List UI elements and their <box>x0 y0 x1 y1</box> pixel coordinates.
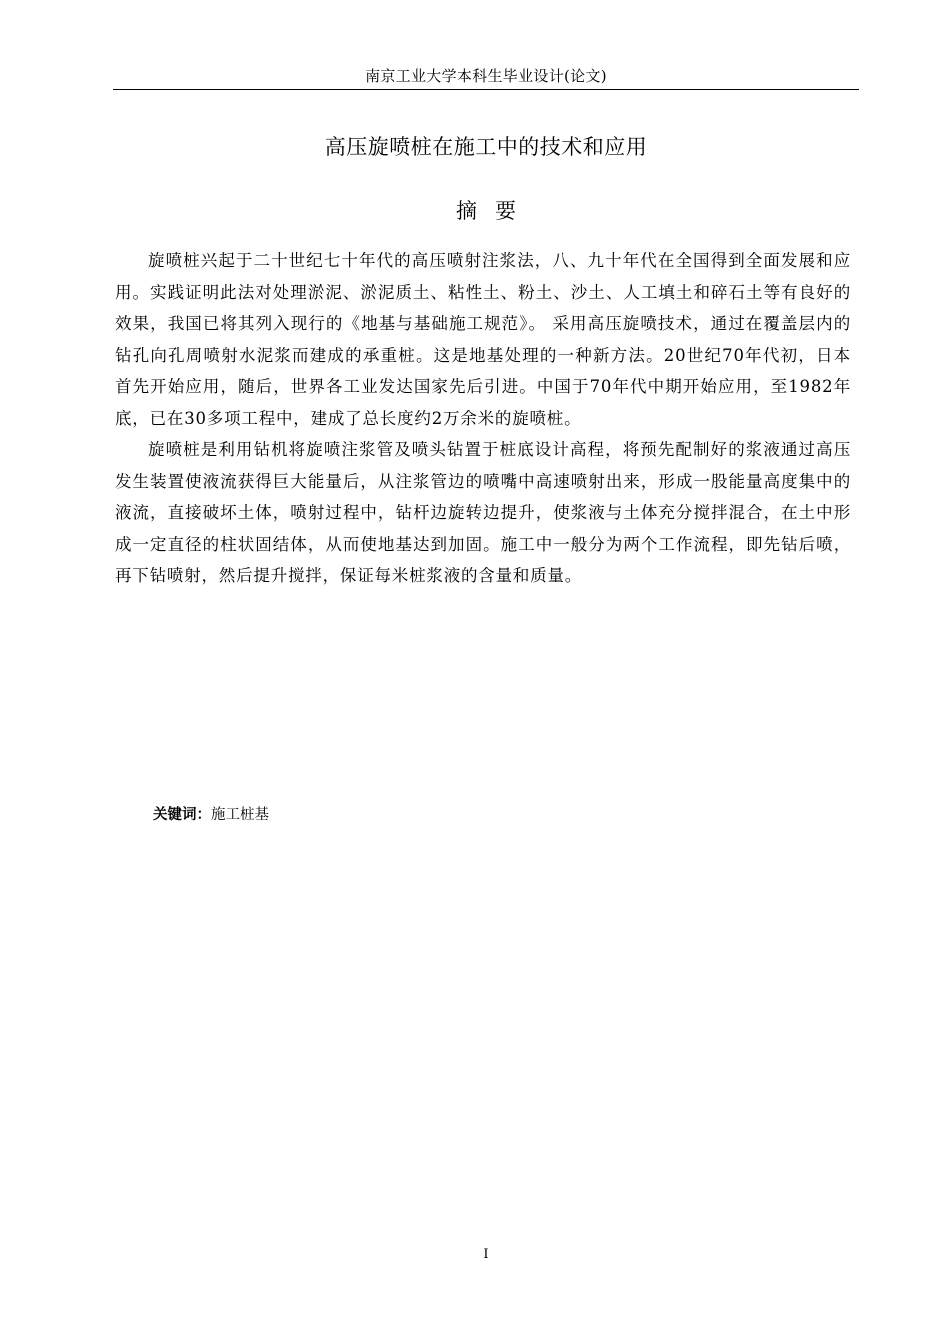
abstract-body <box>115 245 851 592</box>
page-number: I <box>483 1247 489 1262</box>
running-header: 南京工业大学本科生毕业设计(论文) <box>365 67 607 85</box>
abstract-paragraph-1: 旋喷桩兴起于二十世纪七十年代的高压喷射注浆法，八、九十年代在全国得到全面发展和应用。实践证明此法对处理淤泥、淤泥质土、粘性土、粉土、沙土、人工填土和碎石土等有良好的效果，我国已将其列入现行的《地基与基础施工规范》。 采用高压旋喷技术，通过在覆盖层内的钻孔向孔周喷射水泥浆而建成的承重桩。这是地基处理的一种新方法。20世纪70年代初，日本首先开始应用，随后，世界各工业发达国家先后引进。中国于70年代中期开始应用，至1982年底，已在30多项工程中，建成了总长度约2万余米的旋喷桩。 <box>115 251 851 428</box>
abstract-paragraph-2: 旋喷桩是利用钻机将旋喷注浆管及喷头钻置于桩底设计高程，将预先配制好的浆液通过高压发生装置使液流获得巨大能量后，从注浆管边的喷嘴中高速喷射出来，形成一股能量高度集中的液流，直接破坏土体，喷射过程中，钻杆边旋转边提升，使浆液与土体充分搅拌混合，在土中形成一定直径的柱状固结体，从而使地基达到加固。施工中一般分为两个工作流程，即先钻后喷，再下钻喷射，然后提升搅拌，保证每米桩浆液的含量和质量。 <box>115 440 851 585</box>
keywords-label: 关键词： <box>153 807 211 823</box>
keywords-line <box>153 805 269 825</box>
header-rule <box>113 89 859 90</box>
document-title: 高压旋喷桩在施工中的技术和应用 <box>324 135 648 159</box>
abstract-heading: 摘要 <box>456 199 534 223</box>
keywords-value: 施工桩基 <box>211 807 269 823</box>
